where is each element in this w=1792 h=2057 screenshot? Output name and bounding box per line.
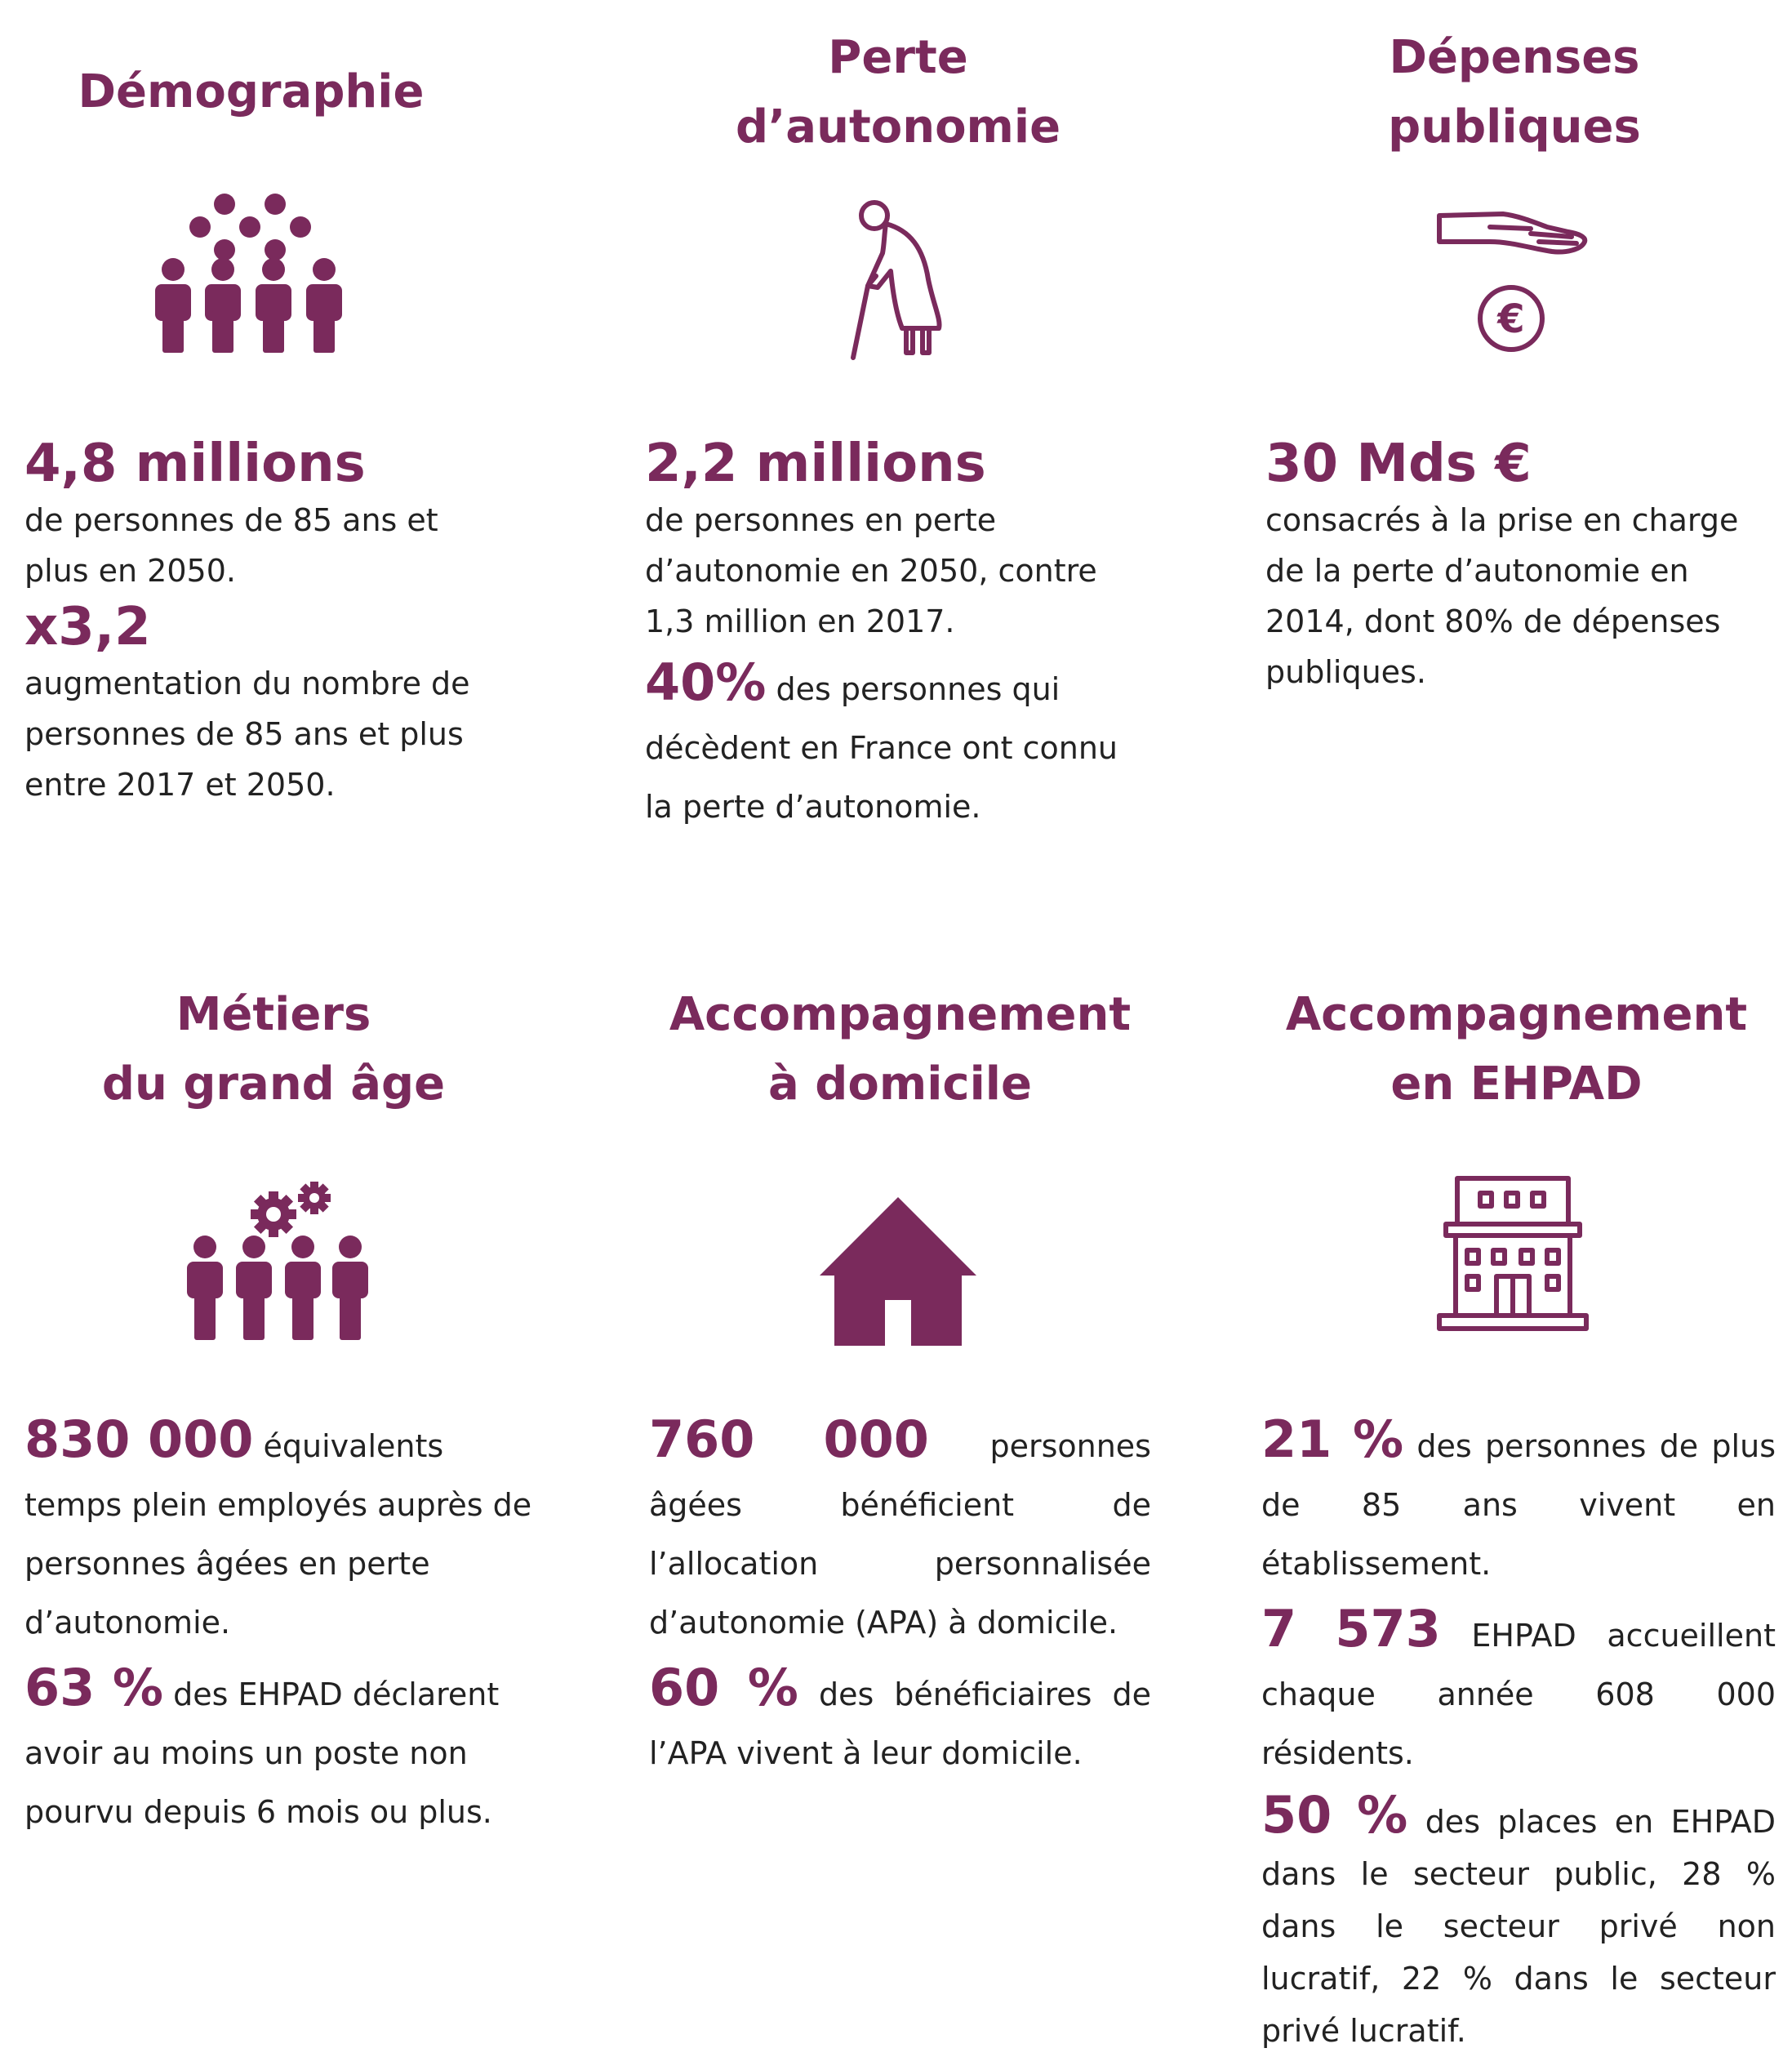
- stat-description: des personnes de plus de 85 ans vivent en établissement.: [1261, 1428, 1776, 1582]
- stat-description: des EHPAD déclarent avoir au moins un poste non pourvu depuis 6 mois ou plus.: [24, 1676, 500, 1830]
- title-line: Métiers: [176, 988, 371, 1041]
- title-line: Accompagnement: [669, 988, 1132, 1041]
- elderly-person-cane-icon: [845, 198, 951, 361]
- crowd-people-icon: [151, 188, 355, 355]
- panel-body: [1265, 433, 1772, 697]
- stat-value: 830 000: [24, 1409, 254, 1469]
- stat-value: 2,2 millions: [645, 434, 986, 494]
- stat-line: [649, 1410, 1151, 1652]
- title-line: publiques: [1388, 100, 1641, 154]
- hand-euro-coin-icon: [1433, 204, 1596, 359]
- stat-line: [24, 1659, 539, 1841]
- stat-line: [1261, 1410, 1776, 1593]
- stat-value: 4,8 millions: [24, 434, 366, 494]
- title-line: Dépenses: [1389, 31, 1640, 84]
- title-line: d’autonomie: [735, 100, 1061, 154]
- title-line: Accompagnement: [1285, 988, 1748, 1041]
- stat-value: 30 Mds €: [1265, 434, 1532, 494]
- panel-title: Démographie: [78, 65, 425, 118]
- stat-value: 7 573: [1261, 1599, 1441, 1659]
- title-line: du grand âge: [101, 1057, 446, 1111]
- panel-title: [1249, 23, 1780, 162]
- panel-title: [629, 980, 1172, 1119]
- stat-line: [24, 1410, 539, 1652]
- stat-description: consacrés à la prise en charge de la perte d’autonomie en 2014, dont 80% de dépenses publiques.: [1265, 502, 1739, 690]
- stat-description: augmentation du nombre de personnes de 85 ans et plus entre 2017 et 2050.: [24, 666, 470, 803]
- svg-text:€: €: [1497, 296, 1525, 342]
- panel-body: [24, 433, 514, 810]
- stat-value: 50 %: [1261, 1785, 1408, 1845]
- panel-body: [1261, 1410, 1776, 2057]
- stat-value: 40%: [645, 652, 767, 712]
- panel-body: [24, 1410, 539, 1841]
- stat-value: x3,2: [24, 597, 151, 657]
- title-line: en EHPAD: [1390, 1057, 1643, 1111]
- panel-title: [24, 980, 522, 1119]
- title-line: Perte: [828, 31, 968, 84]
- stat-line: [645, 653, 1151, 836]
- stat-line: [649, 1659, 1151, 1783]
- building-icon: [1433, 1172, 1596, 1335]
- stat-line: [1261, 1785, 1776, 2057]
- stat-description: de personnes en perte d’autonomie en 2050, contre 1,3 million en 2017.: [645, 502, 1097, 639]
- title-line: à domicile: [768, 1057, 1032, 1111]
- stat-description: EHPAD accueillent chaque année 608 000 résidents.: [1261, 1618, 1776, 1771]
- stat-value: 760 000: [649, 1409, 929, 1469]
- stat-value: 60 %: [649, 1658, 798, 1717]
- stat-description: de personnes de 85 ans et plus en 2050.: [24, 502, 438, 589]
- stat-description: des bénéficiaires de l’APA vivent à leur domicile.: [649, 1676, 1151, 1771]
- stat-description: personnes âgées bénéficient de l’allocation personnalisée d’autonomie (APA) à domicile.: [649, 1428, 1151, 1641]
- panel-body: [645, 433, 1151, 836]
- stat-description: des places en EHPAD dans le secteur public, 28 % dans le secteur privé non lucratif, 22 % dans le secteur privé lucratif.: [1261, 1804, 1776, 2049]
- stat-line: [1261, 1600, 1776, 1783]
- stat-description: équivalents temps plein employés auprès de personnes âgées en perte d’autonomie.: [24, 1428, 532, 1641]
- stat-value: 21 %: [1261, 1409, 1404, 1469]
- house-icon: [816, 1192, 980, 1347]
- panel-title: [1249, 980, 1784, 1119]
- stat-description: des personnes qui décèdent en France ont connu la perte d’autonomie.: [645, 671, 1118, 825]
- panel-title: [629, 23, 1167, 162]
- workers-gears-icon: [184, 1180, 371, 1343]
- stat-value: 63 %: [24, 1658, 163, 1717]
- panel-body: [649, 1410, 1151, 1783]
